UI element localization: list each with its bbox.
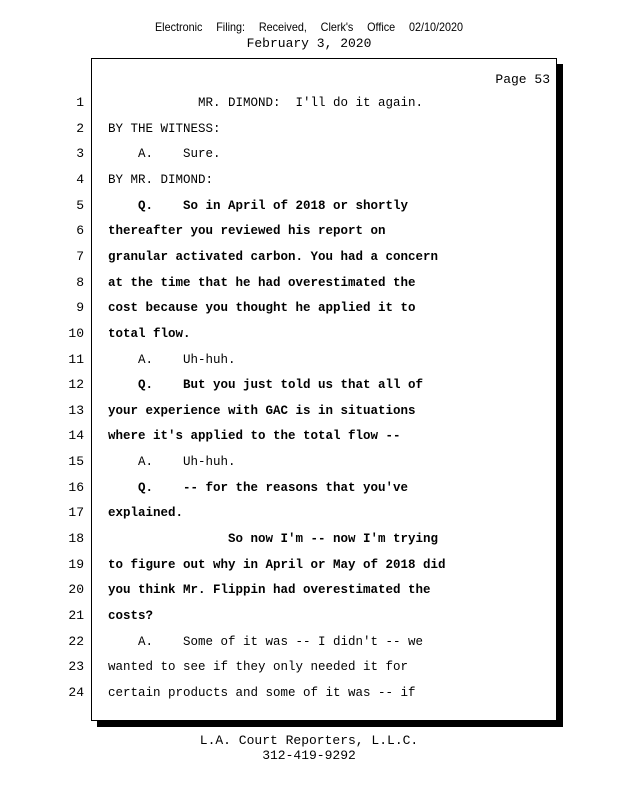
line-number: 20	[68, 582, 84, 597]
transcript-line: your experience with GAC is in situations	[108, 404, 416, 418]
line-number: 12	[68, 377, 84, 392]
page-number: Page 53	[495, 72, 550, 87]
electronic-filing-stamp	[31, 20, 587, 34]
transcript-line: cost because you thought he applied it to	[108, 301, 416, 315]
filing-stamp-part: Clerk's	[320, 20, 354, 34]
transcript-line: costs?	[108, 609, 154, 623]
line-number: 24	[68, 685, 84, 700]
line-number: 9	[76, 300, 84, 315]
line-number: 19	[68, 557, 84, 572]
filing-stamp-part: Received,	[258, 20, 307, 34]
transcript-line: A. Sure.	[108, 147, 221, 161]
transcript-line: wanted to see if they only needed it for	[108, 660, 409, 674]
line-number: 6	[76, 223, 84, 238]
transcript-line: granular activated carbon. You had a concern	[108, 250, 439, 264]
line-number: 23	[68, 659, 84, 674]
transcript-line: BY THE WITNESS:	[108, 122, 221, 136]
line-number: 10	[68, 326, 84, 341]
line-number: 16	[68, 480, 84, 495]
transcript-line: A. Some of it was -- I didn't -- we	[108, 635, 424, 649]
line-number: 21	[68, 608, 84, 623]
transcript-line: thereafter you reviewed his report on	[108, 224, 386, 238]
court-reporter-phone: 312-419-9292	[262, 748, 356, 763]
transcript-line: Q. But you just told us that all of	[108, 378, 424, 392]
filing-stamp-part: 02/10/2020	[408, 20, 464, 34]
line-number: 11	[68, 352, 84, 367]
transcript-line: So now I'm -- now I'm trying	[108, 532, 439, 546]
filing-stamp-part: Office	[367, 20, 396, 34]
transcript-line: BY MR. DIMOND:	[108, 173, 214, 187]
transcript-line: you think Mr. Flippin had overestimated the	[108, 583, 431, 597]
transcript-line: Q. -- for the reasons that you've	[108, 481, 409, 495]
line-number: 13	[68, 403, 84, 418]
transcript-line: Q. So in April of 2018 or shortly	[108, 199, 409, 213]
transcript-line: at the time that he had overestimated the	[108, 276, 416, 290]
line-number: 3	[76, 146, 84, 161]
filing-stamp-part: Filing:	[216, 20, 246, 34]
line-number: 8	[76, 275, 84, 290]
transcript-line: total flow.	[108, 327, 191, 341]
transcript-line: where it's applied to the total flow --	[108, 429, 401, 443]
transcript-line: A. Uh-huh.	[108, 353, 236, 367]
transcript-line: explained.	[108, 506, 184, 520]
transcript-date: February 3, 2020	[246, 36, 372, 51]
line-number: 22	[68, 634, 84, 649]
line-number: 14	[68, 428, 84, 443]
filing-stamp-part: Electronic	[154, 20, 203, 34]
transcript-line: to figure out why in April or May of 2018 did	[108, 558, 446, 572]
transcript-line: MR. DIMOND: I'll do it again.	[108, 96, 424, 110]
line-number: 4	[76, 172, 84, 187]
transcript-line: certain products and some of it was -- if	[108, 686, 416, 700]
line-number: 2	[76, 121, 84, 136]
line-number: 15	[68, 454, 84, 469]
transcript-line: A. Uh-huh.	[108, 455, 236, 469]
court-reporter-name: L.A. Court Reporters, L.L.C.	[199, 733, 419, 748]
line-number: 1	[76, 95, 84, 110]
line-number: 7	[76, 249, 84, 264]
line-number: 18	[68, 531, 84, 546]
line-number: 17	[68, 505, 84, 520]
line-number: 5	[76, 198, 84, 213]
